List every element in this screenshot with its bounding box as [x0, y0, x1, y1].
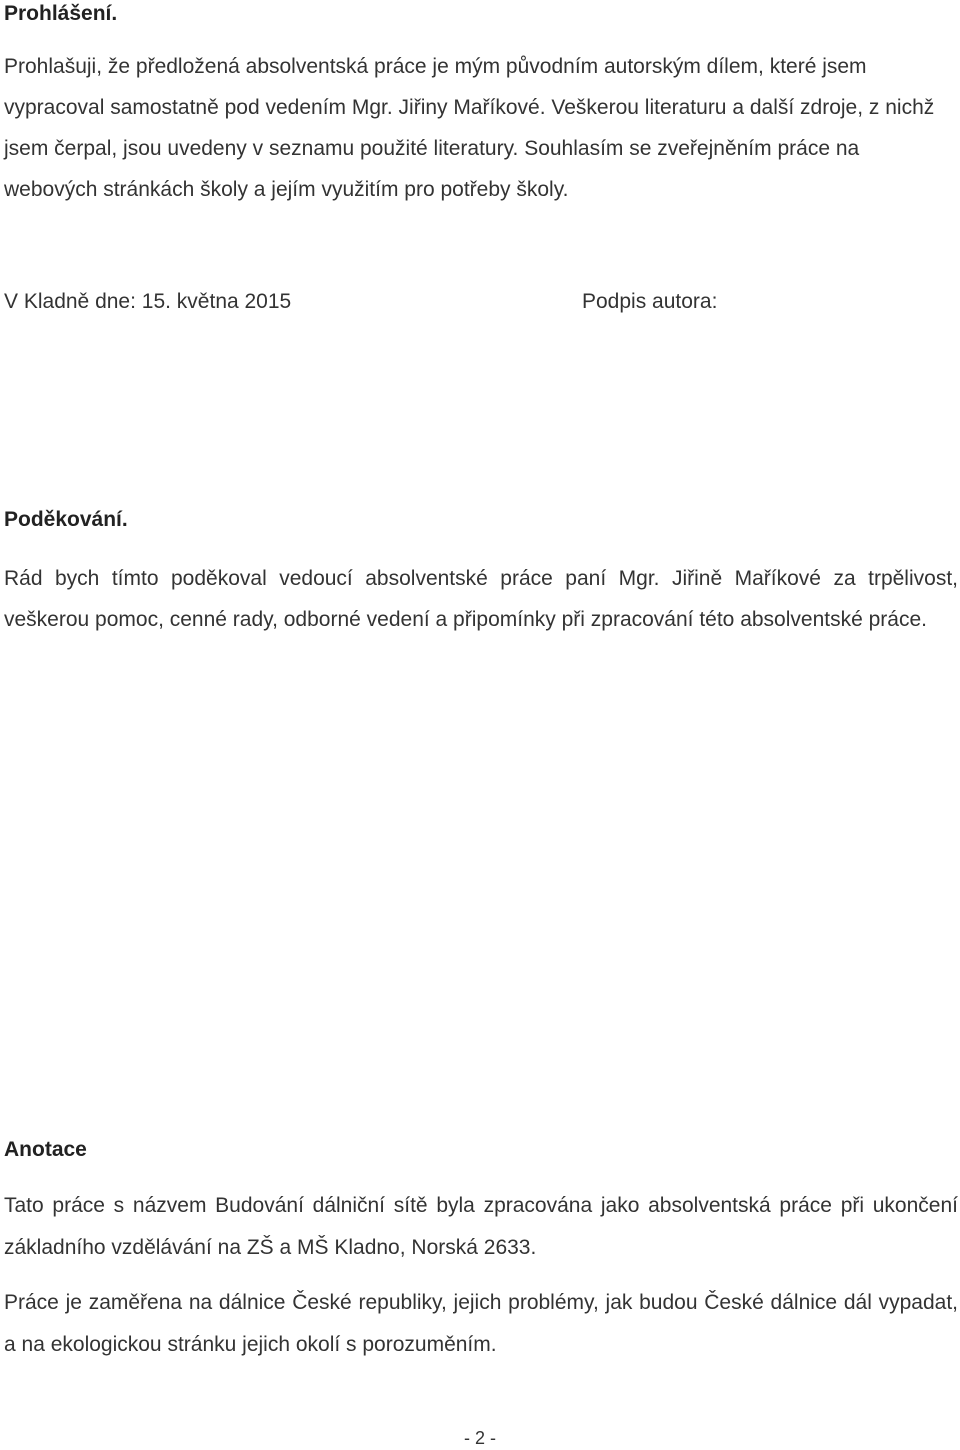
signature-label: Podpis autora: [582, 290, 718, 313]
declaration-text: Prohlašuji, že předložená absolventská práce je mým původním autorským dílem, které jsem vypracoval samostatně pod vedením Mgr. Jiřiny Maříkové. Veškerou literaturu a další zdroje, z nichž jsem čerpal, jsou uvedeny v seznamu použité literatury. Souhlasím se zveřejněním práce na webových stránkách školy a jejím využitím pro potřeby školy. [4, 55, 935, 201]
page-number: - 2 - [463, 1428, 496, 1448]
annotation-paragraph-2: Práce je zaměřena na dálnice České republiky, jejich problémy, jak budou České dálnice dál vypadat, a na ekologickou stránku jejich okolí s porozuměním. [4, 1291, 958, 1356]
acknowledgement-heading: Poděkování. [4, 508, 128, 531]
acknowledgement-text: Rád bych tímto poděkoval vedoucí absolventské práce paní Mgr. Jiřině Maříkové za trpělivost, veškerou pomoc, cenné rady, odborné vedení a připomínky při zpracování této absolventské práce. [4, 567, 958, 631]
place-date: V Kladně dne: 15. května 2015 [4, 290, 292, 313]
annotation-paragraph-1: Tato práce s názvem Budování dálniční sítě byla zpracována jako absolventská práce při ukončení základního vzdělávání na ZŠ a MŠ Kladno, Norská 2633. [4, 1194, 958, 1259]
declaration-heading: Prohlášení. [4, 2, 118, 25]
annotation-heading: Anotace [4, 1138, 87, 1161]
